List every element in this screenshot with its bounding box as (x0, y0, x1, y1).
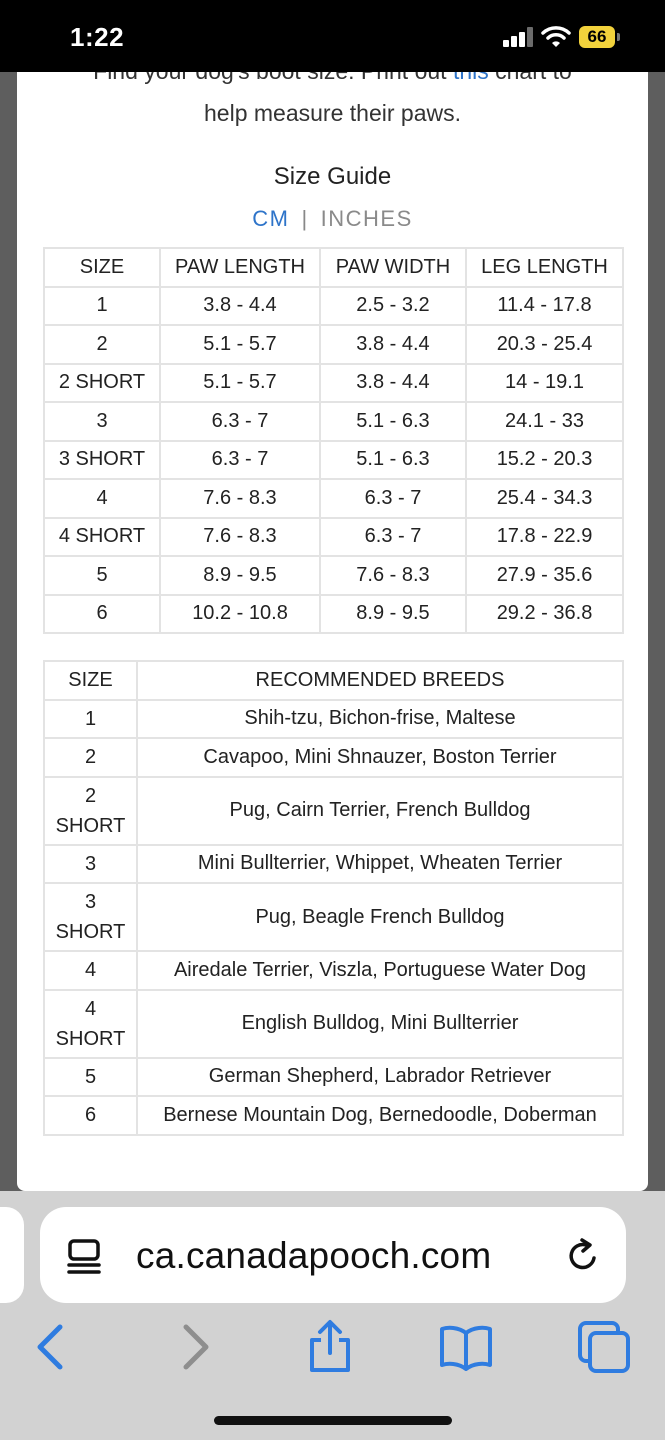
cell-size: 2 SHORT (44, 364, 160, 403)
table-row (44, 700, 623, 739)
cell-breeds: German Shepherd, Labrador Retriever (137, 1058, 623, 1097)
cell-breeds: Pug, Beagle French Bulldog (137, 883, 623, 951)
cell-paw-length: 3.8 - 4.4 (160, 287, 320, 326)
cell-paw-length: 6.3 - 7 (160, 402, 320, 441)
table-header-row (44, 248, 623, 287)
table-row (44, 1058, 623, 1097)
cell-leg-length: 14 - 19.1 (466, 364, 623, 403)
cell-size: 1 (44, 287, 160, 326)
size-number: 3 (84, 891, 97, 913)
cell-leg-length: 24.1 - 33 (466, 402, 623, 441)
cellular-signal-icon (503, 27, 535, 47)
size-guide-title: Size Guide (273, 163, 392, 190)
cell-size: 3 (44, 845, 137, 884)
table-row (44, 287, 623, 326)
cell-leg-length: 27.9 - 35.6 (466, 556, 623, 595)
wifi-icon (541, 24, 571, 48)
battery-icon: 66 (579, 26, 615, 48)
cell-size: 4 (44, 479, 160, 518)
table-header-row (44, 661, 623, 700)
cell-paw-length: 5.1 - 5.7 (160, 364, 320, 403)
reader-mode-icon[interactable] (65, 1238, 103, 1276)
cell-size: 1 (44, 700, 137, 739)
cell-size: 2 (44, 738, 137, 777)
status-time: 1:22 (70, 22, 125, 52)
cell-paw-width: 7.6 - 8.3 (320, 556, 466, 595)
back-icon[interactable] (24, 1319, 80, 1375)
cell-paw-width: 3.8 - 4.4 (320, 364, 466, 403)
header-leg-length: LEG LENGTH (466, 248, 623, 287)
cell-size: 3 (44, 402, 160, 441)
cell-breeds: Airedale Terrier, Viszla, Portuguese Water Dog (137, 951, 623, 990)
cell-paw-width: 5.1 - 6.3 (320, 402, 466, 441)
cell-breeds: Shih-tzu, Bichon-frise, Maltese (137, 700, 623, 739)
address-bar[interactable] (40, 1207, 626, 1303)
size-number: 2 (84, 784, 97, 807)
table-row (44, 595, 623, 634)
cell-size (44, 990, 137, 1058)
cell-paw-width: 6.3 - 7 (320, 479, 466, 518)
table-row (44, 441, 623, 480)
table-row (44, 777, 623, 845)
table-row (44, 951, 623, 990)
header-size: SIZE (44, 248, 160, 287)
cell-paw-width: 3.8 - 4.4 (320, 325, 466, 364)
table-row (44, 738, 623, 777)
battery-tip (617, 33, 620, 41)
cell-size (44, 777, 137, 845)
status-bar (0, 0, 665, 72)
cell-paw-length: 8.9 - 9.5 (160, 556, 320, 595)
cell-leg-length: 20.3 - 25.4 (466, 325, 623, 364)
cell-paw-length: 7.6 - 8.3 (160, 479, 320, 518)
cell-breeds: Cavapoo, Mini Shnauzer, Boston Terrier (137, 738, 623, 777)
cell-paw-width: 2.5 - 3.2 (320, 287, 466, 326)
cell-size: 4 (44, 951, 137, 990)
header-paw-width: PAW WIDTH (320, 248, 466, 287)
unit-cm-button[interactable]: CM (252, 206, 290, 231)
share-icon[interactable] (302, 1319, 358, 1375)
header-recommended-breeds: RECOMMENDED BREEDS (137, 661, 623, 700)
size-suffix: SHORT (55, 1027, 126, 1050)
table-row (44, 402, 623, 441)
cell-leg-length: 17.8 - 22.9 (466, 518, 623, 557)
size-table (43, 247, 624, 634)
table-row (44, 990, 623, 1058)
size-suffix: SHORT (55, 921, 126, 943)
cell-breeds: English Bulldog, Mini Bullterrier (137, 990, 623, 1058)
cell-paw-width: 5.1 - 6.3 (320, 441, 466, 480)
cell-size: 4 SHORT (44, 518, 160, 557)
cell-leg-length: 15.2 - 20.3 (466, 441, 623, 480)
table-row (44, 845, 623, 884)
unit-separator: | (301, 206, 309, 231)
cell-paw-length: 10.2 - 10.8 (160, 595, 320, 634)
header-paw-length: PAW LENGTH (160, 248, 320, 287)
table-row (44, 556, 623, 595)
cell-leg-length: 11.4 - 17.8 (466, 287, 623, 326)
cell-paw-length: 7.6 - 8.3 (160, 518, 320, 557)
cell-size: 2 (44, 325, 160, 364)
table-row (44, 364, 623, 403)
cell-breeds: Pug, Cairn Terrier, French Bulldog (137, 777, 623, 845)
reload-icon[interactable] (564, 1237, 602, 1275)
size-suffix: SHORT (55, 814, 126, 837)
size-number: 4 (84, 997, 97, 1020)
table-row (44, 883, 623, 951)
unit-inches-button[interactable]: INCHES (320, 206, 413, 231)
unit-toggle (17, 206, 648, 232)
table-row (44, 325, 623, 364)
cell-size: 5 (44, 1058, 137, 1097)
web-page (17, 40, 648, 1191)
table-row (44, 479, 623, 518)
cell-breeds: Mini Bullterrier, Whippet, Wheaten Terrier (137, 845, 623, 884)
url-text[interactable]: ca.canadapooch.com (136, 1235, 492, 1276)
previous-tab-peek[interactable] (0, 1207, 24, 1303)
header-size: SIZE (44, 661, 137, 700)
intro-line-2: help measure their paws. (204, 100, 461, 126)
breed-table (43, 660, 624, 1136)
browser-toolbar (0, 1191, 665, 1440)
cell-breeds: Bernese Mountain Dog, Bernedoodle, Doberman (137, 1096, 623, 1135)
cell-size: 6 (44, 1096, 137, 1135)
cell-paw-width: 6.3 - 7 (320, 518, 466, 557)
table-row (44, 1096, 623, 1135)
cell-paw-length: 6.3 - 7 (160, 441, 320, 480)
cell-size: 5 (44, 556, 160, 595)
home-indicator[interactable] (214, 1416, 452, 1425)
cell-size: 3 SHORT (44, 441, 160, 480)
forward-icon[interactable] (166, 1319, 222, 1375)
cell-size (44, 883, 137, 951)
table-row (44, 518, 623, 557)
tabs-icon[interactable] (576, 1319, 632, 1375)
cell-size: 6 (44, 595, 160, 634)
cell-leg-length: 25.4 - 34.3 (466, 479, 623, 518)
cell-leg-length: 29.2 - 36.8 (466, 595, 623, 634)
cell-paw-length: 5.1 - 5.7 (160, 325, 320, 364)
bookmarks-icon[interactable] (438, 1319, 494, 1375)
cell-paw-width: 8.9 - 9.5 (320, 595, 466, 634)
